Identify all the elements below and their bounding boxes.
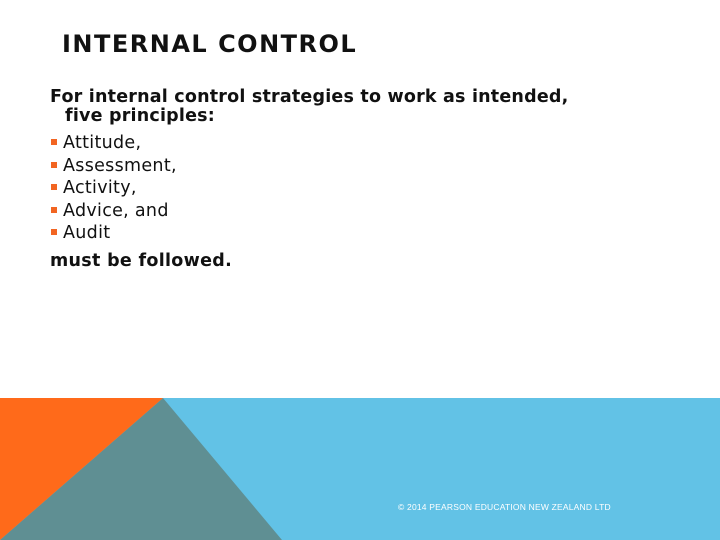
list-item — [50, 200, 690, 223]
square-bullet-icon — [51, 162, 57, 168]
intro-line-1: For internal control strategies to work as intended, — [50, 87, 569, 107]
square-bullet-icon — [51, 139, 57, 145]
decorative-footer-band — [0, 398, 720, 540]
list-item-label: Advice, and — [63, 200, 169, 221]
square-bullet-icon — [51, 229, 57, 235]
copyright-footer: © 2014 PEARSON EDUCATION NEW ZEALAND LTD — [398, 502, 611, 512]
square-bullet-icon — [51, 184, 57, 190]
list-item — [50, 222, 690, 245]
square-bullet-icon — [51, 207, 57, 213]
outro-text: must be followed. — [50, 250, 233, 271]
list-item — [50, 155, 690, 178]
intro-text — [50, 88, 690, 126]
slide-body — [50, 88, 690, 271]
principles-list — [50, 132, 690, 245]
list-item-label: Assessment, — [63, 155, 177, 176]
slide-title: INTERNAL CONTROL — [62, 30, 358, 58]
intro-line-2: five principles: — [65, 106, 215, 126]
list-item-label: Audit — [63, 223, 111, 243]
list-item — [50, 177, 690, 200]
list-item-label: Attitude, — [63, 133, 142, 153]
list-item-label: Activity, — [63, 178, 137, 198]
list-item — [50, 132, 690, 155]
